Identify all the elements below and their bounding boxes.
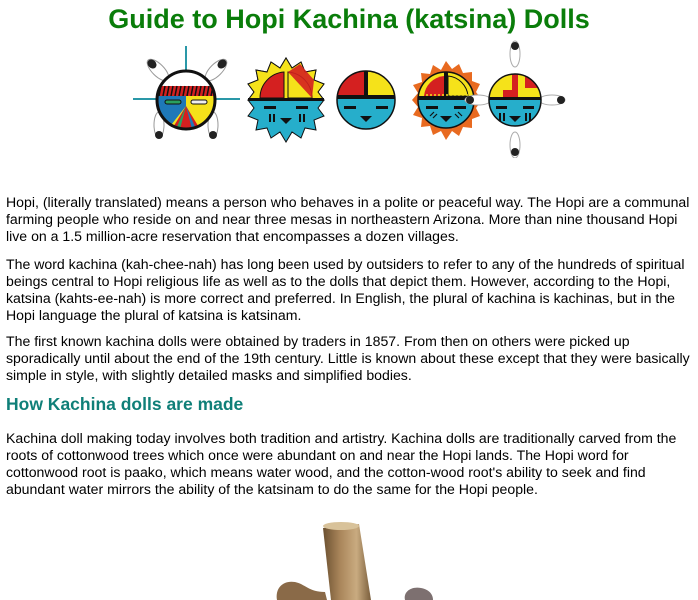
cottonwood-root-image bbox=[255, 520, 445, 600]
kachina-round-face-icon bbox=[337, 71, 395, 129]
kachina-mask-four-feathers-icon bbox=[465, 41, 565, 158]
page-title: Guide to Hopi Kachina (katsina) Dolls bbox=[108, 4, 590, 34]
section-paragraph-1: Kachina doll making today involves both tradition and artistry. Kachina dolls are traditionally carved from the roots of cottonwood trees which once were abundant on and near the Hopi lands. The Hopi word for cottonwood root is paako, which means water wood, and the cotton-wood root's ability to seek and find abundant water mirrors the ability of the katsinam to do the same for the Hopi people. bbox=[6, 430, 677, 497]
intro-paragraph-3: The first known kachina dolls were obtained by traders in 1857. From then on others were picked up sporadically until about the end of the 19th century. Little is known about these except that they were basically simple in style, with slightly detailed masks and simplified bodies. bbox=[6, 333, 690, 383]
kachina-mask-feathered-icon bbox=[133, 46, 240, 139]
kachina-sun-face-jagged-icon bbox=[248, 58, 324, 142]
intro-paragraph-2: The word kachina (kah-chee-nah) has long been used by outsiders to refer to any of the hundreds of spiritual beings central to Hopi religious life as well as to the dolls that depict them. However, according to the Hopi, katsina (kahts-ee-nah) is more correct and preferred. In English, the plural of kachina is kachinas, but in the Hopi language the plural of katsina is katsinam. bbox=[6, 256, 685, 323]
intro-paragraph-1: Hopi, (literally translated) means a person who behaves in a polite or peaceful way. The Hopi are a communal farming people who reside on and near three mesas in northeastern Arizona. More than nine thousand Hopi live on a 1.5 million-acre reservation that encompasses a dozen villages. bbox=[6, 194, 690, 244]
kachina-banner-image bbox=[128, 40, 568, 158]
section-heading-how-made: How Kachina dolls are made bbox=[6, 394, 244, 414]
